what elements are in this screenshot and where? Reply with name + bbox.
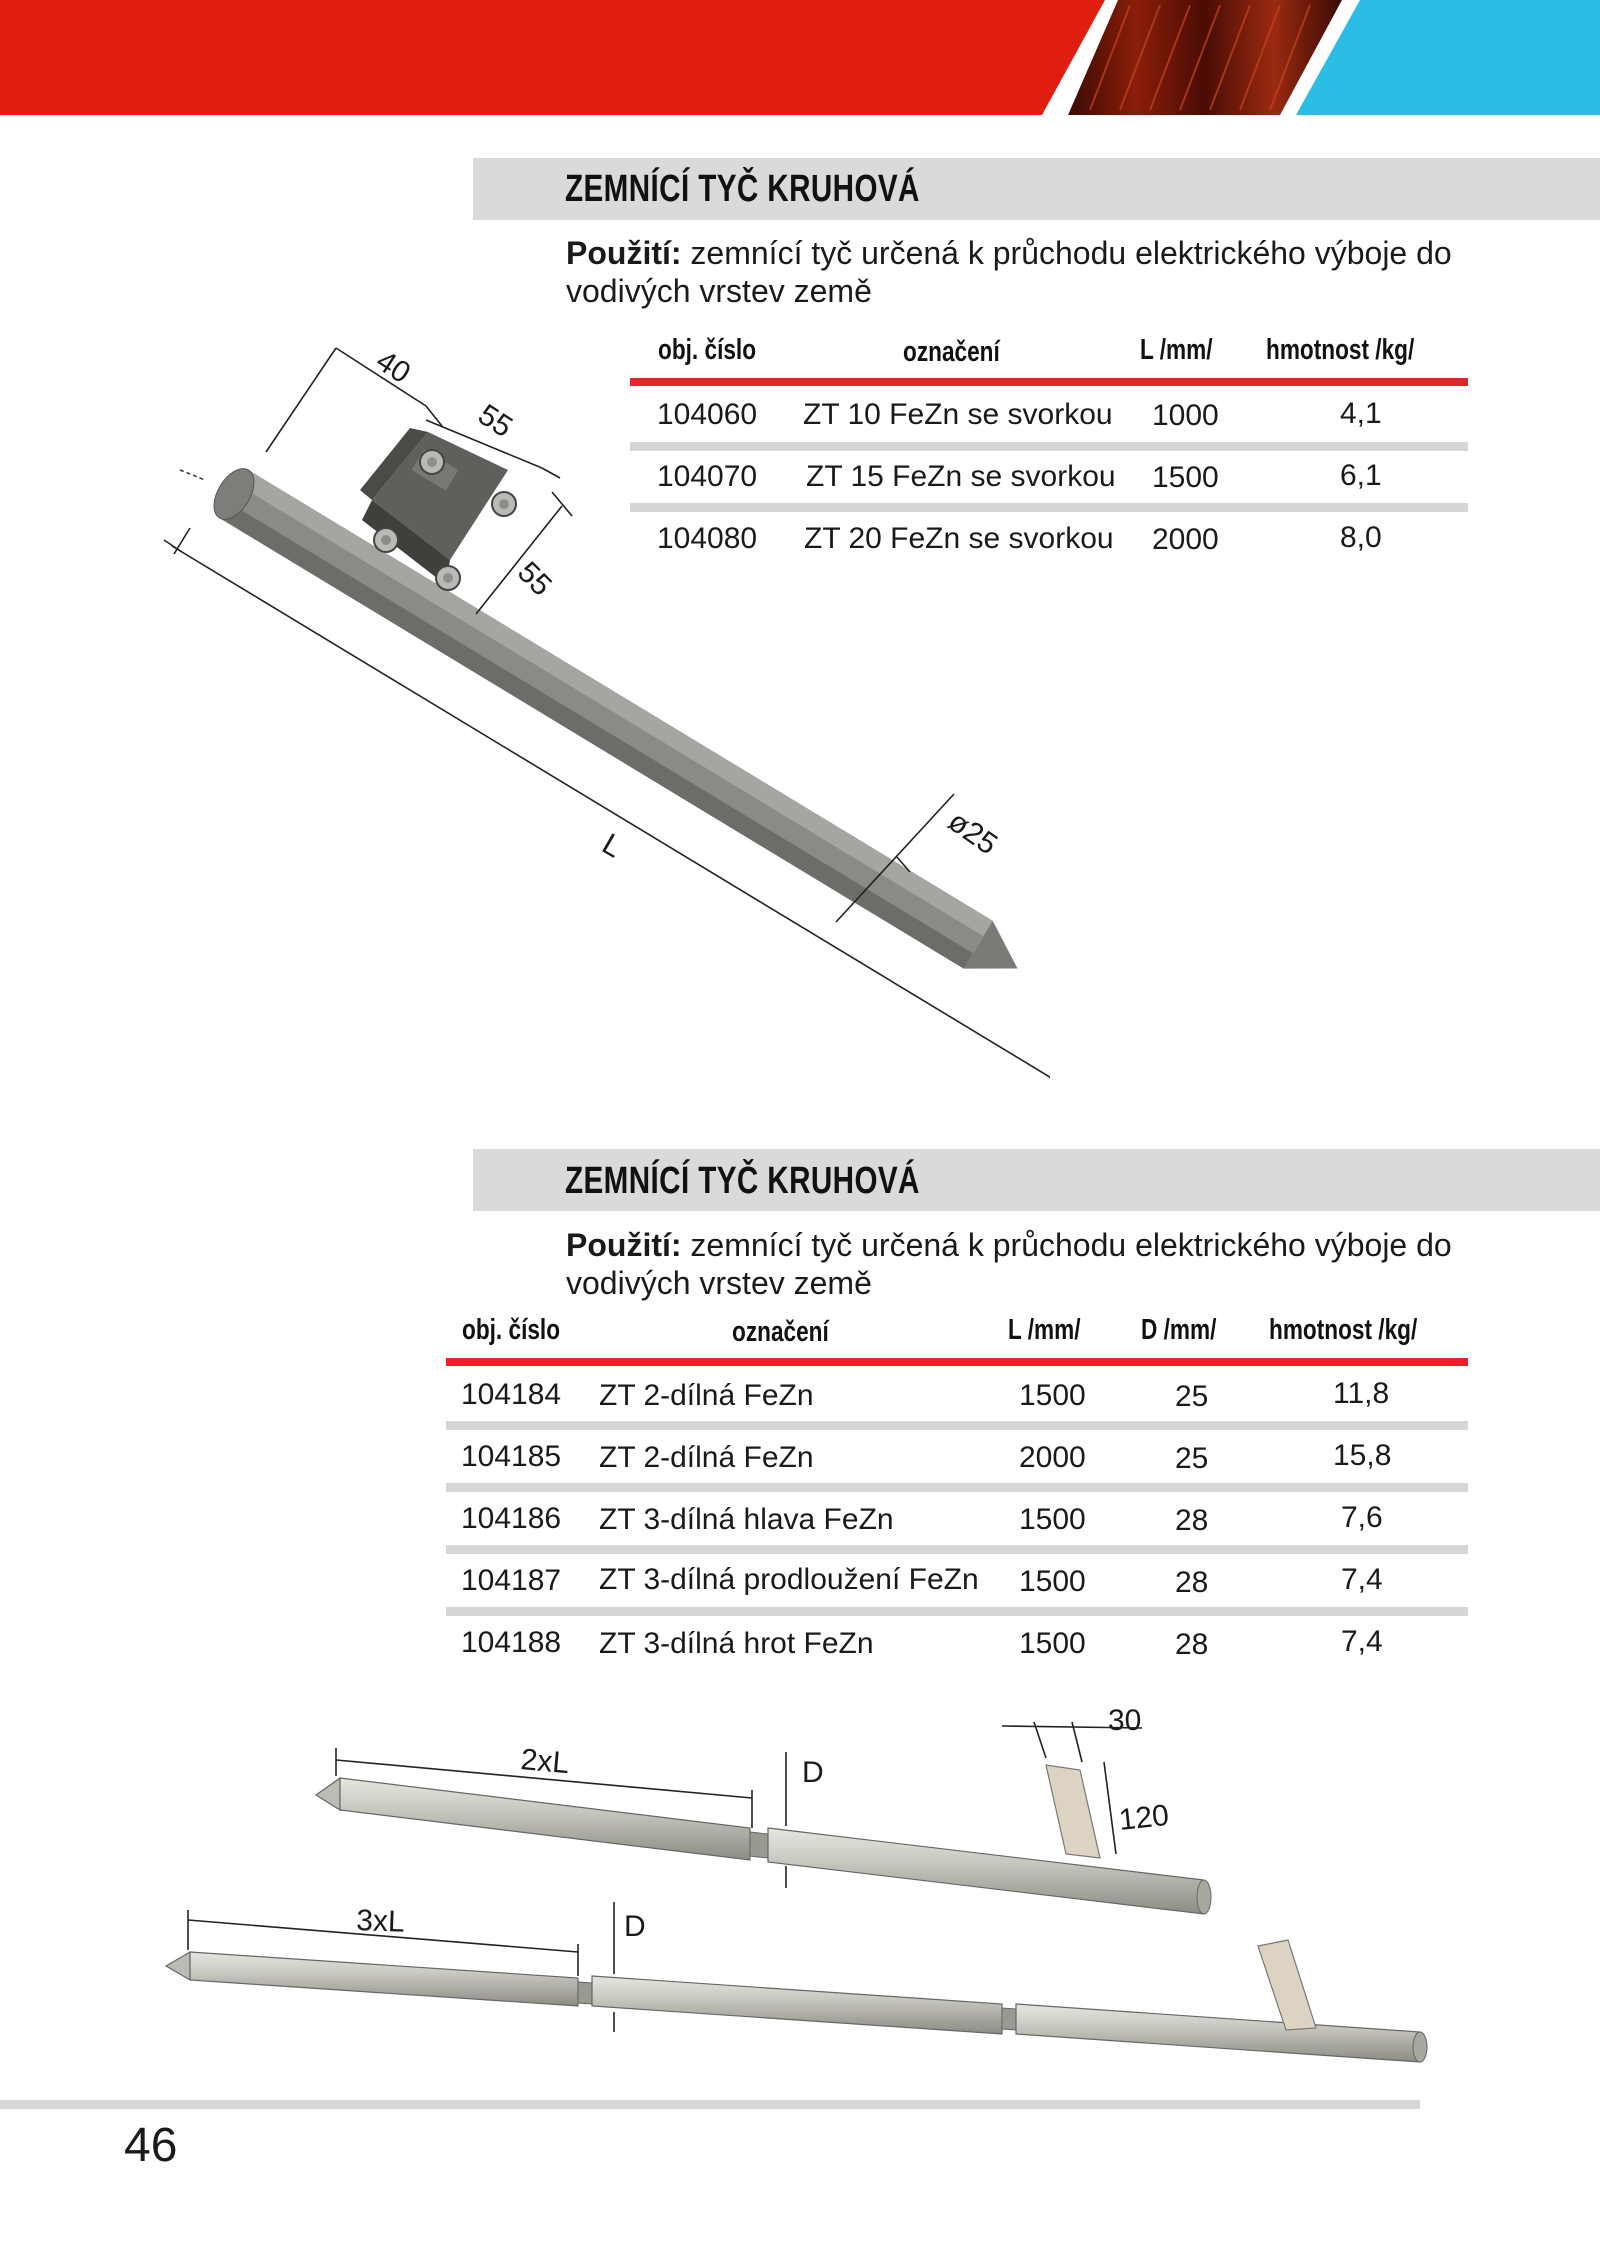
s2-row1-code: 104184: [461, 1378, 562, 1411]
section2-usage-text: zemnící tyč určená k průchodu elektrického výboje do vodivých vrstev země: [566, 1227, 1452, 1301]
s2-header-code: obj. číslo: [462, 1314, 561, 1346]
s1-row2-weight: 6,1: [1340, 459, 1382, 492]
section2-usage-label: Použití:: [566, 1227, 682, 1263]
flag-plate: [1258, 1940, 1316, 2030]
s2-row-separator: [446, 1607, 1468, 1616]
s2-row4-diameter: 28: [1175, 1566, 1209, 1599]
s2-row3-length: 1500: [1019, 1503, 1086, 1536]
s2-row5-diameter: 28: [1175, 1628, 1209, 1661]
s2-header-diameter: D /mm/: [1141, 1314, 1217, 1346]
dim-clamp-height: 55: [511, 555, 558, 603]
flag-plate: [1046, 1765, 1100, 1858]
multipart-rods-drawing: [150, 1690, 1440, 2090]
s2-row3-diameter: 28: [1175, 1504, 1209, 1537]
rod-with-clamp-drawing: [150, 330, 1050, 1110]
section2-title: ZEMNÍCÍ TYČ KRUHOVÁ: [565, 1160, 920, 1202]
ground-rod: [206, 462, 1032, 993]
section1-usage-text: zemnící tyč určená k průchodu elektrického výboje do vodivých vrstev země: [566, 235, 1452, 309]
s2-row3-name: ZT 3-dílná hlava FeZn: [599, 1503, 894, 1536]
s1-row1-name: ZT 10 FeZn se svorkou: [803, 398, 1113, 431]
s1-row3-name: ZT 20 FeZn se svorkou: [804, 522, 1114, 555]
footer-rule: [0, 2100, 1420, 2109]
s2-row-separator: [446, 1421, 1468, 1430]
s1-row2-length: 1500: [1152, 461, 1219, 494]
s2-row2-weight: 15,8: [1333, 1439, 1392, 1472]
s2-row2-name: ZT 2-dílná FeZn: [599, 1441, 814, 1474]
s2-row1-length: 1500: [1019, 1379, 1086, 1412]
s2-row5-name: ZT 3-dílná hrot FeZn: [599, 1627, 874, 1660]
s1-row3-code: 104080: [657, 522, 758, 555]
banner-blue: [1296, 0, 1600, 115]
s2-row4-name: ZT 3-dílná prodloužení FeZn: [599, 1563, 979, 1596]
s1-row1-code: 104060: [657, 398, 758, 431]
page-number: 46: [124, 2119, 178, 2172]
s2-row1-weight: 11,8: [1333, 1377, 1390, 1410]
s2-row3-weight: 7,6: [1341, 1501, 1383, 1534]
s2-row5-length: 1500: [1019, 1627, 1086, 1660]
dim-flag-width: 30: [1108, 1704, 1142, 1737]
s2-row-separator: [446, 1483, 1468, 1492]
s1-header-code: obj. číslo: [658, 334, 757, 366]
dim-rod-diameter: ø25: [941, 804, 1004, 862]
dim-flag-height: 120: [1117, 1798, 1171, 1837]
s1-row3-length: 2000: [1152, 523, 1219, 556]
s1-header-name: označení: [903, 336, 1000, 368]
s1-row2-code: 104070: [657, 460, 758, 493]
s2-header-weight: hmotnost /kg/: [1269, 1314, 1418, 1346]
s2-row5-weight: 7,4: [1341, 1625, 1383, 1658]
s2-table-red-line: [446, 1358, 1468, 1366]
banner-red: [0, 0, 1105, 115]
s2-header-name: označení: [732, 1316, 829, 1348]
s2-row4-code: 104187: [461, 1564, 562, 1597]
s2-row2-diameter: 25: [1175, 1442, 1209, 1475]
three-part-rod: [166, 1940, 1427, 2062]
dim-rod-length: L: [596, 827, 628, 865]
s1-row1-weight: 4,1: [1340, 397, 1382, 430]
s1-row2-name: ZT 15 FeZn se svorkou: [806, 460, 1116, 493]
top-banner: [0, 0, 1600, 115]
section2-usage: [566, 1226, 1526, 1302]
s1-row1-length: 1000: [1152, 399, 1219, 432]
s2-row4-weight: 7,4: [1341, 1563, 1383, 1596]
s1-header-length: L /mm/: [1140, 334, 1213, 366]
section1-usage-label: Použití:: [566, 235, 682, 271]
dim-two-part-diameter: D: [802, 1756, 824, 1789]
s2-row1-diameter: 25: [1175, 1380, 1209, 1413]
dim-two-part-length: 2xL: [519, 1743, 571, 1781]
s2-row2-length: 2000: [1019, 1441, 1086, 1474]
s2-row3-code: 104186: [461, 1502, 562, 1535]
s2-row5-code: 104188: [461, 1626, 562, 1659]
dim-three-part-diameter: D: [624, 1910, 646, 1943]
s2-row1-name: ZT 2-dílná FeZn: [599, 1379, 814, 1412]
s1-header-weight: hmotnost /kg/: [1266, 334, 1415, 366]
s2-row-separator: [446, 1545, 1468, 1554]
s2-row2-code: 104185: [461, 1440, 562, 1473]
two-part-rod: [316, 1765, 1211, 1914]
dim-clamp-width: 40: [370, 344, 417, 391]
dim-three-part-length: 3xL: [355, 1904, 406, 1939]
s2-header-length: L /mm/: [1008, 1314, 1081, 1346]
section1-usage: [566, 234, 1526, 310]
section1-title: ZEMNÍCÍ TYČ KRUHOVÁ: [565, 168, 920, 210]
dim-clamp-depth: 55: [472, 398, 519, 445]
s1-row3-weight: 8,0: [1340, 521, 1382, 554]
s2-row4-length: 1500: [1019, 1565, 1086, 1598]
